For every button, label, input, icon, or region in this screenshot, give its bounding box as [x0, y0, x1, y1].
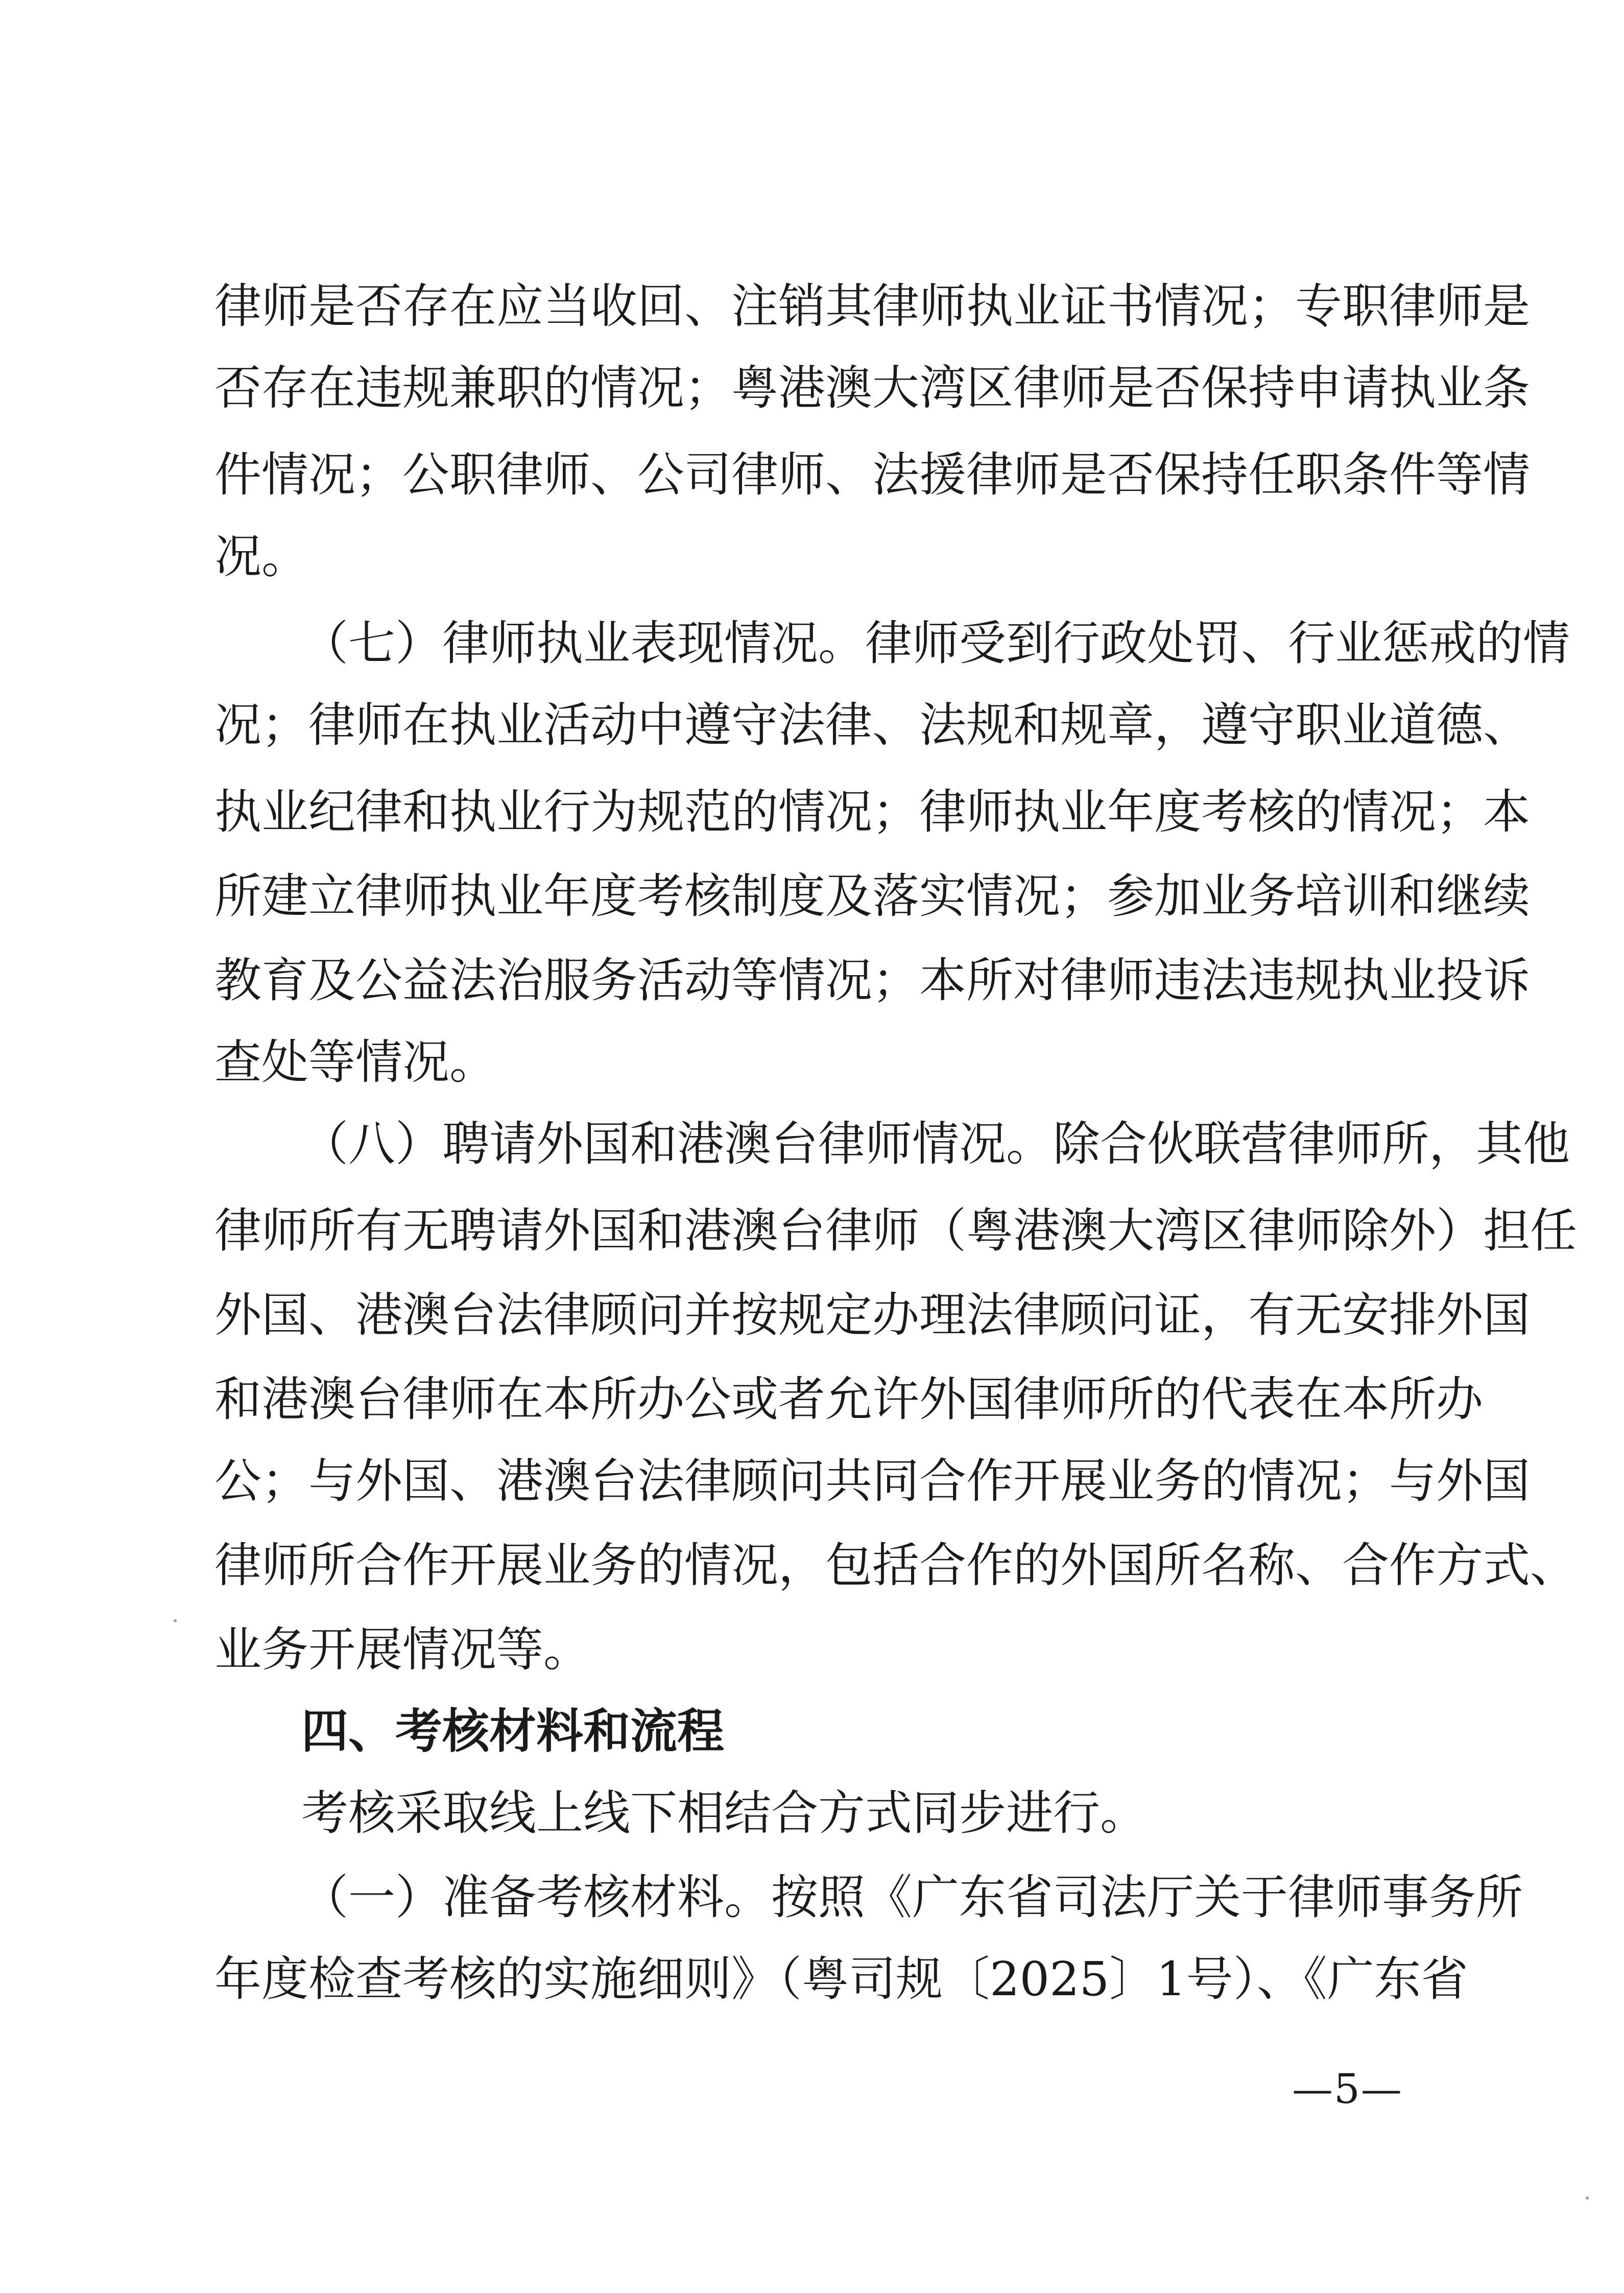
- scan-speck: [1586, 2196, 1589, 2200]
- body-line-2: 否存在违规兼职的情况；粤港澳大湾区律师是否保持申请执业条: [214, 361, 1531, 415]
- subsection-1-line-2: 年度检查考核的实施细则》（粤司规〔2025〕1号）、《广东省: [214, 1952, 1468, 2006]
- section-7-line-6: 查处等情况。: [214, 1035, 497, 1090]
- section-8-line-1: （八）聘请外国和港澳台律师情况。除合伙联营律师所，其他: [301, 1117, 1570, 1171]
- section-7-line-1: （七）律师执业表现情况。律师受到行政处罚、行业惩戒的情: [301, 616, 1570, 671]
- assessment-intro-line: 考核采取线上线下相结合方式同步进行。: [301, 1786, 1148, 1840]
- section-7-line-4: 所建立律师执业年度考核制度及落实情况；参加业务培训和继续: [214, 869, 1531, 924]
- page-number: —5—: [1292, 2065, 1403, 2113]
- body-line-4: 况。: [214, 529, 309, 584]
- section-8-line-5: 公；与外国、港澳台法律顾问共同合作开展业务的情况；与外国: [214, 1454, 1531, 1508]
- section-7-line-3: 执业纪律和执业行为规范的情况；律师执业年度考核的情况；本: [214, 785, 1531, 839]
- section-8-line-6: 律师所合作开展业务的情况，包括合作的外国所名称、合作方式、: [214, 1538, 1578, 1593]
- section-7-line-2: 况；律师在执业活动中遵守法律、法规和规章，遵守职业道德、: [214, 698, 1531, 752]
- section-8-line-2: 律师所有无聘请外国和港澳台律师（粤港澳大湾区律师除外）担任: [214, 1203, 1578, 1258]
- subsection-1-line-1: （一）准备考核材料。按照《广东省司法厅关于律师事务所: [301, 1870, 1523, 1925]
- section-8-line-3: 外国、港澳台法律顾问并按规定办理法律顾问证，有无安排外国: [214, 1288, 1531, 1342]
- section-heading-4: 四、考核材料和流程: [301, 1704, 725, 1759]
- section-8-line-4: 和港澳台律师在本所办公或者允许外国律师所的代表在本所办: [214, 1372, 1484, 1427]
- section-7-line-5: 教育及公益法治服务活动等情况；本所对律师违法违规执业投诉: [214, 953, 1531, 1008]
- body-line-1: 律师是否存在应当收回、注销其律师执业证书情况；专职律师是: [214, 279, 1531, 334]
- body-line-3: 件情况；公职律师、公司律师、法援律师是否保持任职条件等情: [214, 447, 1531, 502]
- section-8-line-7: 业务开展情况等。: [214, 1622, 591, 1677]
- scan-speck: [174, 1619, 177, 1622]
